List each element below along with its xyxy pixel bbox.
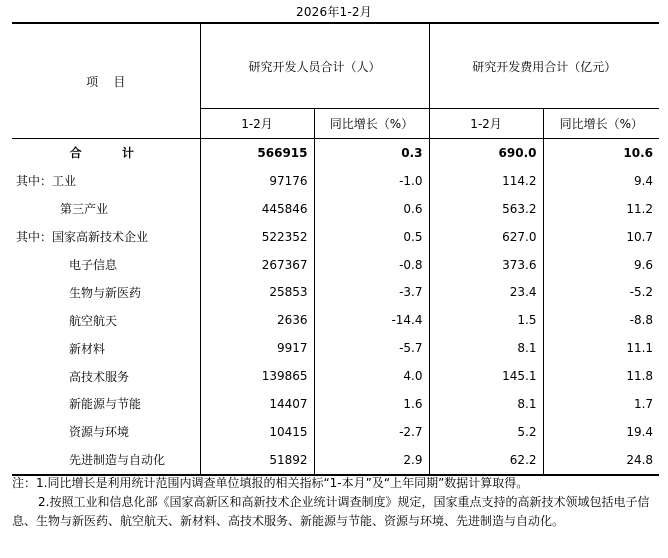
expenditure-yoy: 9.6 [543,251,659,279]
expenditure-value: 8.1 [429,334,543,362]
personnel-value: 97176 [200,167,314,195]
row-label: 新能源与节能 [69,397,142,412]
personnel-yoy: -3.7 [314,278,429,306]
expenditure-yoy: 11.8 [543,362,659,390]
row-label: 资源与环境 [69,425,130,440]
expenditure-value: 373.6 [429,251,543,279]
rd-expenditure-header: 研究开发费用合计（亿元） [429,23,659,109]
statistics-table [12,22,659,476]
table-row [12,278,659,306]
expenditure-yoy: 19.4 [543,418,659,446]
expenditure-period-header: 1-2月 [429,109,543,139]
personnel-value: 522352 [200,223,314,251]
table-row [12,306,659,334]
personnel-yoy: 0.3 [314,139,429,167]
row-label: 其中：工业 [16,174,77,189]
expenditure-yoy: 11.1 [543,334,659,362]
personnel-value: 9917 [200,334,314,362]
personnel-value: 51892 [200,446,314,475]
personnel-yoy: 1.6 [314,390,429,418]
row-label: 先进制造与自动化 [12,446,200,475]
expenditure-yoy: 10.7 [543,223,659,251]
personnel-value: 139865 [200,362,314,390]
row-label: 电子信息 [69,258,118,272]
personnel-yoy: -0.8 [314,251,429,279]
expenditure-yoy: 24.8 [543,446,659,475]
note-1: 注：1.同比增长是利用统计范围内调查单位填报的相关指标“1-本月”及“上年同期”数据计算取得。 [12,476,529,490]
personnel-yoy: 0.6 [314,195,429,223]
expenditure-value: 690.0 [429,139,543,167]
personnel-value: 566915 [200,139,314,167]
table-row [12,167,659,195]
expenditure-yoy: -8.8 [543,306,659,334]
expenditure-value: 145.1 [429,362,543,390]
row-label: 合 计 [69,146,152,161]
personnel-value: 25853 [200,278,314,306]
table-row [12,251,659,279]
rd-personnel-header: 研究开发人员合计（人） [200,23,429,109]
table-row [12,195,659,223]
note-2: 2.按照工业和信息化部《国家高新区和高新技术企业统计调查制度》规定，国家重点支持的高新技术领域包括电子信息、生物与新医药、航空航天、新材料、高技术服务、新能源与节能、资源与环境、先进制造与自动化。 [12,495,650,528]
personnel-yoy: -2.7 [314,418,429,446]
table-row [12,362,659,390]
table-row [12,418,659,446]
expenditure-yoy: 1.7 [543,390,659,418]
personnel-value: 2636 [200,306,314,334]
table-row [12,334,659,362]
row-label: 第三产业 [60,202,109,217]
expenditure-yoy: 10.6 [543,139,659,167]
table-row-total [12,139,659,167]
personnel-yoy: 4.0 [314,362,429,390]
expenditure-value: 5.2 [429,418,543,446]
row-label: 生物与新医药 [69,285,142,300]
personnel-period-header: 1-2月 [200,109,314,139]
personnel-value: 10415 [200,418,314,446]
expenditure-value: 114.2 [429,167,543,195]
table-notes [12,474,662,531]
personnel-yoy: 0.5 [314,223,429,251]
personnel-value: 445846 [200,195,314,223]
row-label: 高技术服务 [69,369,130,384]
item-column-header: 项 目 [12,23,200,139]
row-label: 其中：国家高新技术企业 [16,230,149,245]
personnel-yoy: 2.9 [314,446,429,475]
table-row [12,390,659,418]
expenditure-yoy: 11.2 [543,195,659,223]
expenditure-value: 23.4 [429,278,543,306]
personnel-value: 267367 [200,251,314,279]
expenditure-value: 8.1 [429,390,543,418]
personnel-yoy: -14.4 [314,306,429,334]
table-row [12,223,659,251]
personnel-yoy: -5.7 [314,334,429,362]
expenditure-value: 1.5 [429,306,543,334]
personnel-yoy-header: 同比增长（%） [314,109,429,139]
expenditure-yoy-header: 同比增长（%） [543,109,659,139]
expenditure-value: 627.0 [429,223,543,251]
row-label: 航空航天 [69,313,118,328]
personnel-yoy: -1.0 [314,167,429,195]
expenditure-yoy: 9.4 [543,167,659,195]
table-row [12,446,659,475]
personnel-value: 14407 [200,390,314,418]
expenditure-value: 62.2 [429,446,543,475]
expenditure-value: 563.2 [429,195,543,223]
row-label: 新材料 [69,341,106,356]
expenditure-yoy: -5.2 [543,278,659,306]
page-title: 2026年1-2月 [296,5,372,19]
